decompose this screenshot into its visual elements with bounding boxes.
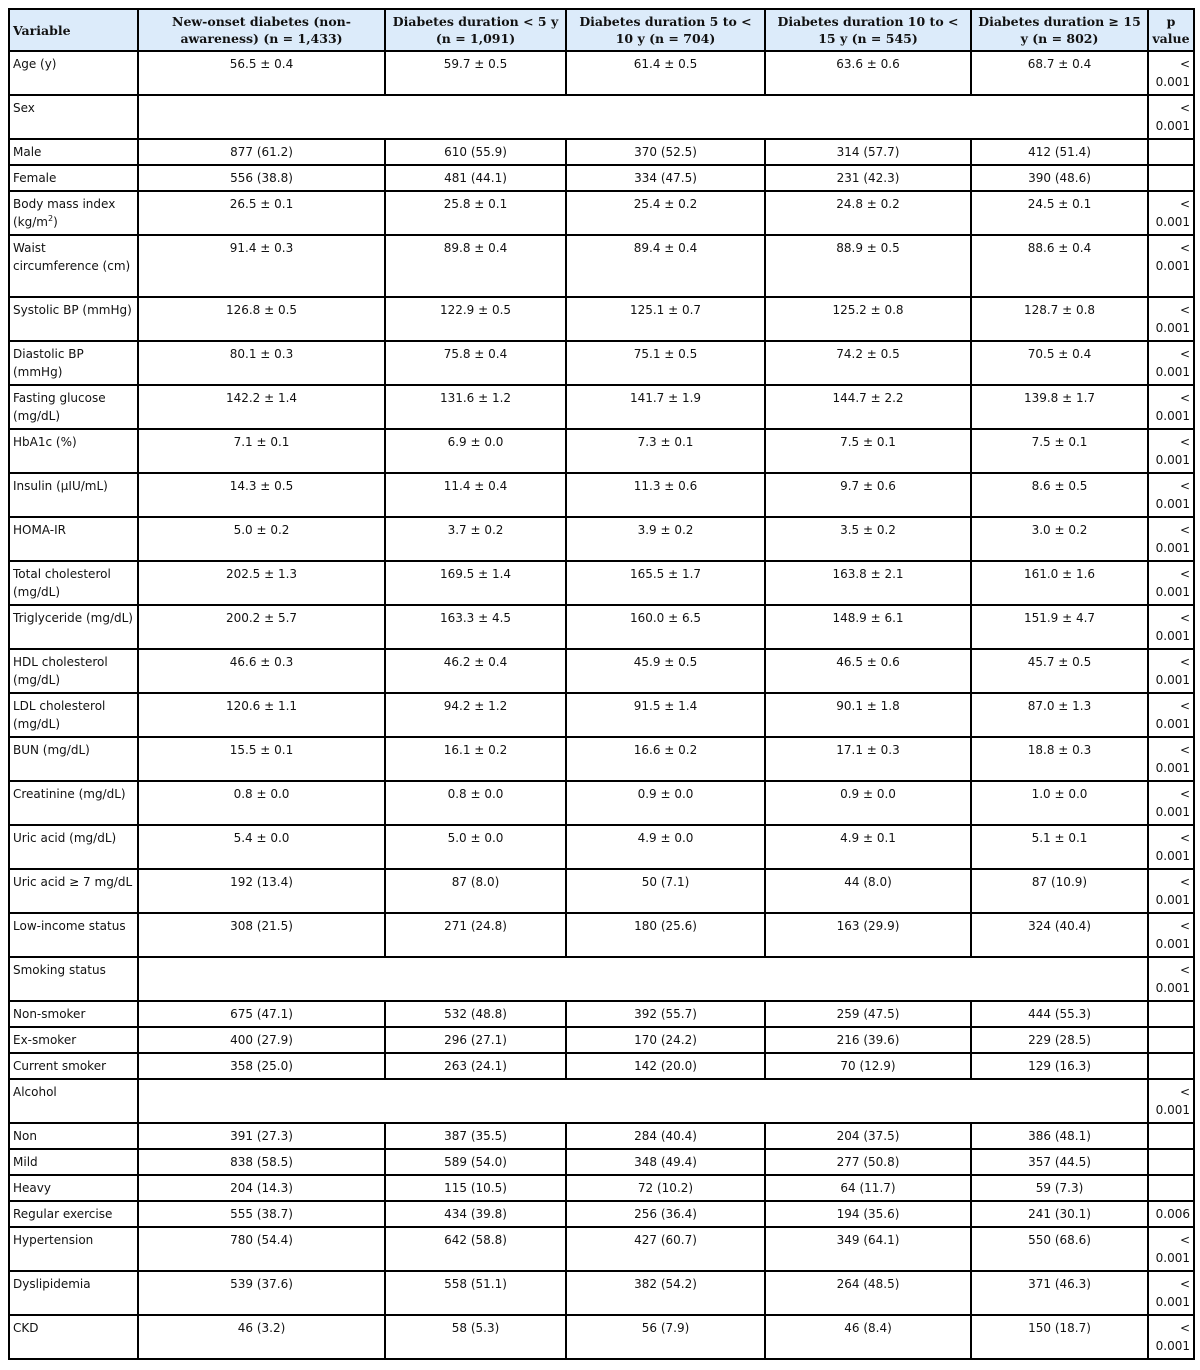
value-cell: 539 (37.6) (138, 1271, 385, 1315)
value-cell: 11.3 ± 0.6 (566, 473, 765, 517)
table-row (9, 649, 1194, 693)
table-row (9, 235, 1194, 297)
value-cell: 45.9 ± 0.5 (566, 649, 765, 693)
variable-label: Ex-smoker (9, 1027, 138, 1053)
value-cell: 558 (51.1) (385, 1271, 566, 1315)
p-value-cell (1148, 139, 1194, 165)
group-row (9, 1079, 1194, 1123)
value-cell: 46.2 ± 0.4 (385, 649, 566, 693)
p-value-cell (1148, 165, 1194, 191)
value-cell: 0.8 ± 0.0 (385, 781, 566, 825)
value-cell: 444 (55.3) (971, 1001, 1148, 1027)
value-cell: 11.4 ± 0.4 (385, 473, 566, 517)
variable-label: Creatinine (mg/dL) (9, 781, 138, 825)
value-cell: 142.2 ± 1.4 (138, 385, 385, 429)
value-cell: 25.4 ± 0.2 (566, 191, 765, 235)
header-variable: Variable (9, 9, 138, 51)
table-row (9, 1175, 1194, 1201)
value-cell: 180 (25.6) (566, 913, 765, 957)
table-row (9, 1227, 1194, 1271)
value-cell: 204 (14.3) (138, 1175, 385, 1201)
value-cell: 70 (12.9) (765, 1053, 971, 1079)
table-row (9, 429, 1194, 473)
value-cell: 72 (10.2) (566, 1175, 765, 1201)
variable-label: HOMA-IR (9, 517, 138, 561)
value-cell: 25.8 ± 0.1 (385, 191, 566, 235)
value-cell: 63.6 ± 0.6 (765, 51, 971, 95)
header-duration-5-10: Diabetes duration 5 to < 10 y (n = 704) (566, 9, 765, 51)
value-cell: 161.0 ± 1.6 (971, 561, 1148, 605)
value-cell: 263 (24.1) (385, 1053, 566, 1079)
variable-label: Diastolic BP (mmHg) (9, 341, 138, 385)
header-duration-10-15: Diabetes duration 10 to < 15 y (n = 545) (765, 9, 971, 51)
label-superscript: 2 (47, 214, 54, 223)
value-cell: 412 (51.4) (971, 139, 1148, 165)
value-cell: 148.9 ± 6.1 (765, 605, 971, 649)
value-cell: 391 (27.3) (138, 1123, 385, 1149)
value-cell: 56 (7.9) (566, 1315, 765, 1359)
p-value-cell: < 0.001 (1148, 869, 1194, 913)
p-value-cell: < 0.001 (1148, 781, 1194, 825)
value-cell: 556 (38.8) (138, 165, 385, 191)
value-cell: 70.5 ± 0.4 (971, 341, 1148, 385)
value-cell: 382 (54.2) (566, 1271, 765, 1315)
value-cell: 231 (42.3) (765, 165, 971, 191)
value-cell: 5.0 ± 0.0 (385, 825, 566, 869)
value-cell: 7.3 ± 0.1 (566, 429, 765, 473)
table-row (9, 605, 1194, 649)
value-cell: 120.6 ± 1.1 (138, 693, 385, 737)
table-row (9, 913, 1194, 957)
p-value-cell: < 0.001 (1148, 191, 1194, 235)
value-cell: 194 (35.6) (765, 1201, 971, 1227)
p-value-cell: < 0.001 (1148, 429, 1194, 473)
table-row (9, 825, 1194, 869)
variable-label: Uric acid (mg/dL) (9, 825, 138, 869)
p-value-cell (1148, 1175, 1194, 1201)
value-cell: 877 (61.2) (138, 139, 385, 165)
group-spacer (138, 1079, 1148, 1123)
value-cell: 358 (25.0) (138, 1053, 385, 1079)
value-cell: 170 (24.2) (566, 1027, 765, 1053)
value-cell: 59 (7.3) (971, 1175, 1148, 1201)
p-value-cell: 0.006 (1148, 1201, 1194, 1227)
value-cell: 481 (44.1) (385, 165, 566, 191)
p-value-cell: < 0.001 (1148, 693, 1194, 737)
table-row (9, 165, 1194, 191)
table-row (9, 1201, 1194, 1227)
value-cell: 115 (10.5) (385, 1175, 566, 1201)
variable-label: CKD (9, 1315, 138, 1359)
group-spacer (138, 957, 1148, 1001)
value-cell: 314 (57.7) (765, 139, 971, 165)
table-row (9, 869, 1194, 913)
variable-label: BUN (mg/dL) (9, 737, 138, 781)
value-cell: 46 (3.2) (138, 1315, 385, 1359)
value-cell: 44 (8.0) (765, 869, 971, 913)
variable-label: Age (y) (9, 51, 138, 95)
variable-label: Mild (9, 1149, 138, 1175)
variable-label: Smoking status (9, 957, 138, 1001)
value-cell: 87 (8.0) (385, 869, 566, 913)
value-cell: 59.7 ± 0.5 (385, 51, 566, 95)
value-cell: 5.4 ± 0.0 (138, 825, 385, 869)
value-cell: 17.1 ± 0.3 (765, 737, 971, 781)
variable-label: Non-smoker (9, 1001, 138, 1027)
value-cell: 64 (11.7) (765, 1175, 971, 1201)
value-cell: 271 (24.8) (385, 913, 566, 957)
value-cell: 838 (58.5) (138, 1149, 385, 1175)
value-cell: 284 (40.4) (566, 1123, 765, 1149)
header-row (9, 9, 1194, 51)
group-row (9, 957, 1194, 1001)
p-value-cell: < 0.001 (1148, 95, 1194, 139)
table-row (9, 1123, 1194, 1149)
value-cell: 204 (37.5) (765, 1123, 971, 1149)
value-cell: 264 (48.5) (765, 1271, 971, 1315)
table-row (9, 1271, 1194, 1315)
value-cell: 128.7 ± 0.8 (971, 297, 1148, 341)
value-cell: 324 (40.4) (971, 913, 1148, 957)
value-cell: 126.8 ± 0.5 (138, 297, 385, 341)
value-cell: 58 (5.3) (385, 1315, 566, 1359)
p-value-cell: < 0.001 (1148, 473, 1194, 517)
p-value-cell: < 0.001 (1148, 957, 1194, 1001)
value-cell: 392 (55.7) (566, 1001, 765, 1027)
variable-label: Hypertension (9, 1227, 138, 1271)
variable-label: HDL cholesterol (mg/dL) (9, 649, 138, 693)
value-cell: 142 (20.0) (566, 1053, 765, 1079)
value-cell: 202.5 ± 1.3 (138, 561, 385, 605)
value-cell: 1.0 ± 0.0 (971, 781, 1148, 825)
value-cell: 5.0 ± 0.2 (138, 517, 385, 561)
value-cell: 165.5 ± 1.7 (566, 561, 765, 605)
value-cell: 9.7 ± 0.6 (765, 473, 971, 517)
value-cell: 296 (27.1) (385, 1027, 566, 1053)
value-cell: 45.7 ± 0.5 (971, 649, 1148, 693)
value-cell: 75.8 ± 0.4 (385, 341, 566, 385)
value-cell: 24.8 ± 0.2 (765, 191, 971, 235)
value-cell: 144.7 ± 2.2 (765, 385, 971, 429)
value-cell: 8.6 ± 0.5 (971, 473, 1148, 517)
value-cell: 163.3 ± 4.5 (385, 605, 566, 649)
table-row (9, 1053, 1194, 1079)
value-cell: 349 (64.1) (765, 1227, 971, 1271)
p-value-cell: < 0.001 (1148, 561, 1194, 605)
p-value-cell (1148, 1053, 1194, 1079)
value-cell: 4.9 ± 0.0 (566, 825, 765, 869)
p-value-cell: < 0.001 (1148, 1271, 1194, 1315)
variable-label: Triglyceride (mg/dL) (9, 605, 138, 649)
value-cell: 56.5 ± 0.4 (138, 51, 385, 95)
value-cell: 91.5 ± 1.4 (566, 693, 765, 737)
value-cell: 370 (52.5) (566, 139, 765, 165)
variable-label: Sex (9, 95, 138, 139)
value-cell: 15.5 ± 0.1 (138, 737, 385, 781)
p-value-cell: < 0.001 (1148, 297, 1194, 341)
value-cell: 216 (39.6) (765, 1027, 971, 1053)
value-cell: 151.9 ± 4.7 (971, 605, 1148, 649)
value-cell: 3.9 ± 0.2 (566, 517, 765, 561)
value-cell: 642 (58.8) (385, 1227, 566, 1271)
variable-label: Dyslipidemia (9, 1271, 138, 1315)
value-cell: 88.6 ± 0.4 (971, 235, 1148, 297)
variable-label: Low-income status (9, 913, 138, 957)
value-cell: 229 (28.5) (971, 1027, 1148, 1053)
variable-label: Fasting glucose (mg/dL) (9, 385, 138, 429)
value-cell: 200.2 ± 5.7 (138, 605, 385, 649)
table-row (9, 191, 1194, 235)
value-cell: 386 (48.1) (971, 1123, 1148, 1149)
value-cell: 46.6 ± 0.3 (138, 649, 385, 693)
table-row (9, 693, 1194, 737)
variable-label: Uric acid ≥ 7 mg/dL (9, 869, 138, 913)
value-cell: 7.5 ± 0.1 (971, 429, 1148, 473)
value-cell: 3.5 ± 0.2 (765, 517, 971, 561)
table-row (9, 473, 1194, 517)
value-cell: 74.2 ± 0.5 (765, 341, 971, 385)
p-value-cell: < 0.001 (1148, 913, 1194, 957)
variable-label (9, 191, 138, 235)
table-row (9, 1315, 1194, 1359)
p-value-cell: < 0.001 (1148, 235, 1194, 297)
value-cell: 589 (54.0) (385, 1149, 566, 1175)
value-cell: 241 (30.1) (971, 1201, 1148, 1227)
value-cell: 277 (50.8) (765, 1149, 971, 1175)
table-row (9, 385, 1194, 429)
value-cell: 0.9 ± 0.0 (566, 781, 765, 825)
table-row (9, 139, 1194, 165)
value-cell: 18.8 ± 0.3 (971, 737, 1148, 781)
variable-label: Regular exercise (9, 1201, 138, 1227)
table-row (9, 781, 1194, 825)
table-row (9, 1027, 1194, 1053)
value-cell: 125.1 ± 0.7 (566, 297, 765, 341)
variable-label: Alcohol (9, 1079, 138, 1123)
value-cell: 434 (39.8) (385, 1201, 566, 1227)
value-cell: 150 (18.7) (971, 1315, 1148, 1359)
value-cell: 14.3 ± 0.5 (138, 473, 385, 517)
variable-label: Systolic BP (mmHg) (9, 297, 138, 341)
value-cell: 532 (48.8) (385, 1001, 566, 1027)
variable-label: Female (9, 165, 138, 191)
p-value-cell: < 0.001 (1148, 1227, 1194, 1271)
value-cell: 387 (35.5) (385, 1123, 566, 1149)
variable-label: Insulin (μIU/mL) (9, 473, 138, 517)
table-row (9, 51, 1194, 95)
value-cell: 308 (21.5) (138, 913, 385, 957)
value-cell: 256 (36.4) (566, 1201, 765, 1227)
value-cell: 550 (68.6) (971, 1227, 1148, 1271)
value-cell: 192 (13.4) (138, 869, 385, 913)
value-cell: 555 (38.7) (138, 1201, 385, 1227)
table-row (9, 297, 1194, 341)
p-value-cell: < 0.001 (1148, 649, 1194, 693)
value-cell: 26.5 ± 0.1 (138, 191, 385, 235)
value-cell: 357 (44.5) (971, 1149, 1148, 1175)
value-cell: 94.2 ± 1.2 (385, 693, 566, 737)
value-cell: 259 (47.5) (765, 1001, 971, 1027)
variable-label: HbA1c (%) (9, 429, 138, 473)
table-row (9, 1001, 1194, 1027)
value-cell: 0.9 ± 0.0 (765, 781, 971, 825)
value-cell: 91.4 ± 0.3 (138, 235, 385, 297)
value-cell: 160.0 ± 6.5 (566, 605, 765, 649)
value-cell: 371 (46.3) (971, 1271, 1148, 1315)
value-cell: 87 (10.9) (971, 869, 1148, 913)
p-value-cell: < 0.001 (1148, 51, 1194, 95)
p-value-cell (1148, 1123, 1194, 1149)
value-cell: 7.5 ± 0.1 (765, 429, 971, 473)
p-value-cell (1148, 1001, 1194, 1027)
p-value-cell: < 0.001 (1148, 517, 1194, 561)
value-cell: 348 (49.4) (566, 1149, 765, 1175)
value-cell: 87.0 ± 1.3 (971, 693, 1148, 737)
value-cell: 675 (47.1) (138, 1001, 385, 1027)
value-cell: 6.9 ± 0.0 (385, 429, 566, 473)
table-row (9, 737, 1194, 781)
value-cell: 88.9 ± 0.5 (765, 235, 971, 297)
variable-label: Current smoker (9, 1053, 138, 1079)
group-row (9, 95, 1194, 139)
value-cell: 89.8 ± 0.4 (385, 235, 566, 297)
p-value-cell (1148, 1149, 1194, 1175)
value-cell: 46.5 ± 0.6 (765, 649, 971, 693)
value-cell: 129 (16.3) (971, 1053, 1148, 1079)
value-cell: 400 (27.9) (138, 1027, 385, 1053)
value-cell: 125.2 ± 0.8 (765, 297, 971, 341)
label-suffix: ) (53, 215, 58, 229)
p-value-cell: < 0.001 (1148, 341, 1194, 385)
baseline-characteristics-table (8, 8, 1195, 1360)
value-cell: 68.7 ± 0.4 (971, 51, 1148, 95)
variable-label: Total cholesterol (mg/dL) (9, 561, 138, 605)
value-cell: 390 (48.6) (971, 165, 1148, 191)
value-cell: 3.0 ± 0.2 (971, 517, 1148, 561)
value-cell: 139.8 ± 1.7 (971, 385, 1148, 429)
header-duration-ge15: Diabetes duration ≥ 15 y (n = 802) (971, 9, 1148, 51)
value-cell: 16.6 ± 0.2 (566, 737, 765, 781)
p-value-cell (1148, 1027, 1194, 1053)
value-cell: 610 (55.9) (385, 139, 566, 165)
value-cell: 24.5 ± 0.1 (971, 191, 1148, 235)
label-text: Body mass index (kg/m (13, 197, 116, 229)
p-value-cell: < 0.001 (1148, 1315, 1194, 1359)
value-cell: 4.9 ± 0.1 (765, 825, 971, 869)
value-cell: 3.7 ± 0.2 (385, 517, 566, 561)
value-cell: 5.1 ± 0.1 (971, 825, 1148, 869)
value-cell: 46 (8.4) (765, 1315, 971, 1359)
value-cell: 80.1 ± 0.3 (138, 341, 385, 385)
p-value-cell: < 0.001 (1148, 385, 1194, 429)
value-cell: 163 (29.9) (765, 913, 971, 957)
header-new-onset: New-onset diabetes (non-awareness) (n = 1,433) (138, 9, 385, 51)
value-cell: 169.5 ± 1.4 (385, 561, 566, 605)
variable-label: Waist circumference (cm) (9, 235, 138, 297)
value-cell: 0.8 ± 0.0 (138, 781, 385, 825)
header-p-value: p value (1148, 9, 1194, 51)
value-cell: 50 (7.1) (566, 869, 765, 913)
value-cell: 89.4 ± 0.4 (566, 235, 765, 297)
variable-label: Non (9, 1123, 138, 1149)
table-row (9, 341, 1194, 385)
p-value-cell: < 0.001 (1148, 825, 1194, 869)
header-duration-lt5: Diabetes duration < 5 y (n = 1,091) (385, 9, 566, 51)
value-cell: 334 (47.5) (566, 165, 765, 191)
value-cell: 16.1 ± 0.2 (385, 737, 566, 781)
table-row (9, 561, 1194, 605)
variable-label: LDL cholesterol (mg/dL) (9, 693, 138, 737)
table-row (9, 1149, 1194, 1175)
p-value-cell: < 0.001 (1148, 737, 1194, 781)
value-cell: 163.8 ± 2.1 (765, 561, 971, 605)
value-cell: 780 (54.4) (138, 1227, 385, 1271)
value-cell: 7.1 ± 0.1 (138, 429, 385, 473)
variable-label: Heavy (9, 1175, 138, 1201)
group-spacer (138, 95, 1148, 139)
value-cell: 427 (60.7) (566, 1227, 765, 1271)
value-cell: 131.6 ± 1.2 (385, 385, 566, 429)
value-cell: 122.9 ± 0.5 (385, 297, 566, 341)
value-cell: 61.4 ± 0.5 (566, 51, 765, 95)
table-row (9, 517, 1194, 561)
variable-label: Male (9, 139, 138, 165)
p-value-cell: < 0.001 (1148, 605, 1194, 649)
value-cell: 75.1 ± 0.5 (566, 341, 765, 385)
p-value-cell: < 0.001 (1148, 1079, 1194, 1123)
value-cell: 141.7 ± 1.9 (566, 385, 765, 429)
value-cell: 90.1 ± 1.8 (765, 693, 971, 737)
